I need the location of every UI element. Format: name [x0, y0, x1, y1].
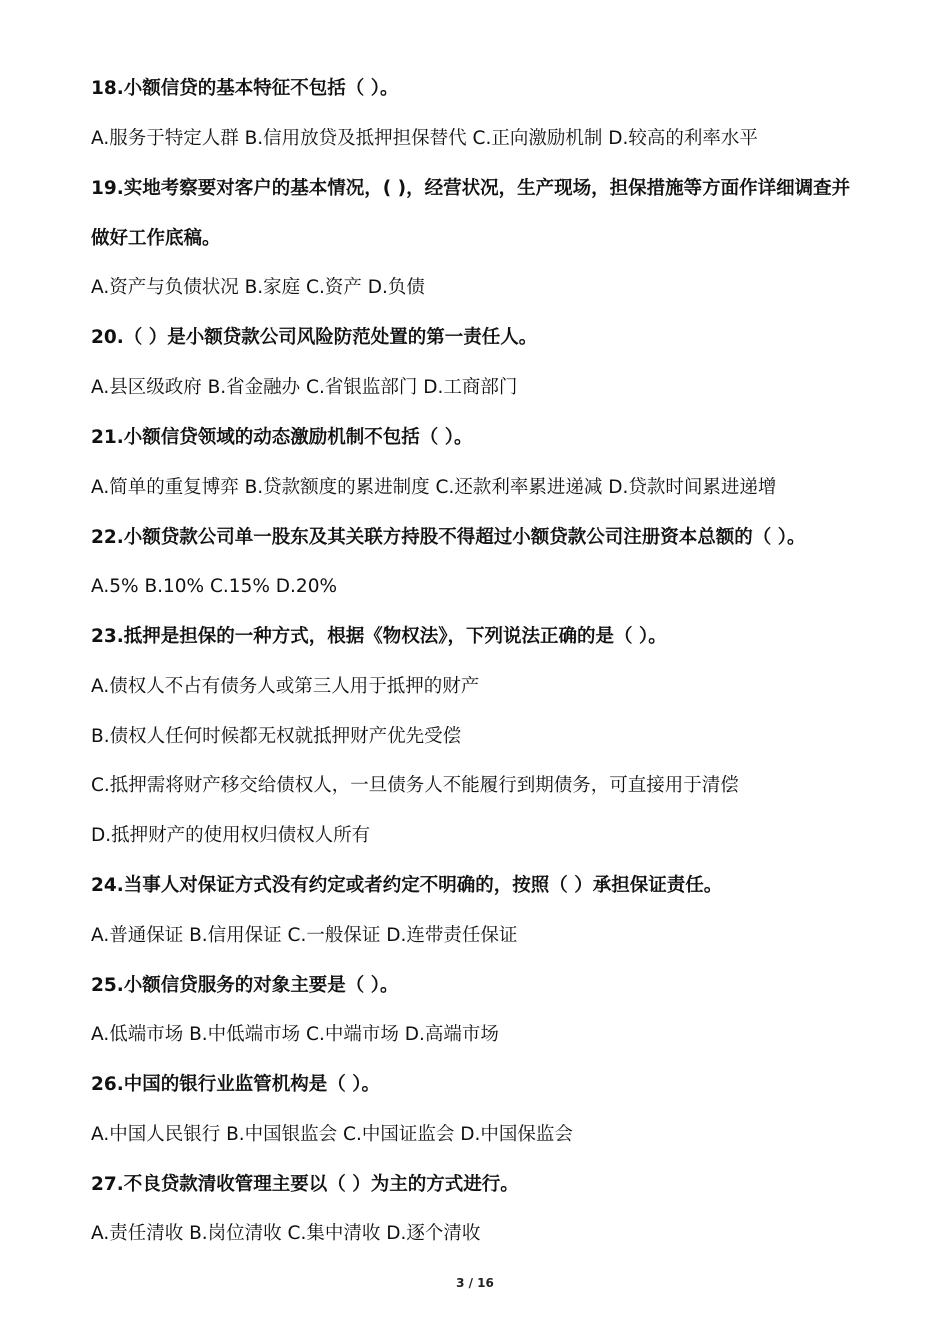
options-26: A.中国人民银行 B.中国银监会 C.中国证监会 D.中国保监会: [91, 1124, 573, 1145]
option-23-b: B.债权人任何时候都无权就抵押财产优先受偿: [91, 726, 462, 747]
question-19: 19.实地考察要对客户的基本情况，( )，经营状况，生产现场，担保措施等方面作详细调查并: [91, 178, 851, 199]
options-27: A.责任清收 B.岗位清收 C.集中清收 D.逐个清收: [91, 1223, 481, 1244]
options-25: A.低端市场 B.中低端市场 C.中端市场 D.高端市场: [91, 1024, 499, 1045]
options-22: A.5% B.10% C.15% D.20%: [91, 576, 338, 597]
option-23-a: A.债权人不占有债务人或第三人用于抵押的财产: [91, 676, 480, 697]
page-number: 3 / 16: [456, 1276, 494, 1290]
options-20: A.县区级政府 B.省金融办 C.省银监部门 D.工商部门: [91, 377, 518, 398]
options-21: A.简单的重复博弈 B.贷款额度的累进制度 C.还款利率累进递减 D.贷款时间累进递增: [91, 477, 777, 498]
option-23-d: D.抵押财产的使用权归债权人所有: [91, 825, 371, 846]
question-22: 22.小额贷款公司单一股东及其关联方持股不得超过小额贷款公司注册资本总额的（ ）。: [91, 527, 806, 548]
options-24: A.普通保证 B.信用保证 C.一般保证 D.连带责任保证: [91, 925, 518, 946]
question-26: 26.中国的银行业监管机构是（ ）。: [91, 1074, 380, 1095]
question-27: 27.不良贷款清收管理主要以（ ）为主的方式进行。: [91, 1174, 519, 1195]
question-20: 20.（ ）是小额贷款公司风险防范处置的第一责任人。: [91, 327, 538, 348]
question-19-continued: 做好工作底稿。: [91, 228, 221, 249]
options-19: A.资产与负债状况 B.家庭 C.资产 D.负债: [91, 277, 425, 298]
question-25: 25.小额信贷服务的对象主要是（ ）。: [91, 975, 399, 996]
question-24: 24.当事人对保证方式没有约定或者约定不明确的，按照（ ）承担保证责任。: [91, 875, 723, 896]
question-21: 21.小额信贷领域的动态激励机制不包括（ ）。: [91, 427, 473, 448]
question-18: 18.小额信贷的基本特征不包括（ ）。: [91, 78, 399, 99]
options-18: A.服务于特定人群 B.信用放贷及抵押担保替代 C.正向激励机制 D.较高的利率水平: [91, 128, 758, 149]
option-23-c: C.抵押需将财产移交给债权人，一旦债务人不能履行到期债务，可直接用于清偿: [91, 775, 739, 796]
question-23: 23.抵押是担保的一种方式，根据《物权法》，下列说法正确的是（ ）。: [91, 626, 667, 647]
